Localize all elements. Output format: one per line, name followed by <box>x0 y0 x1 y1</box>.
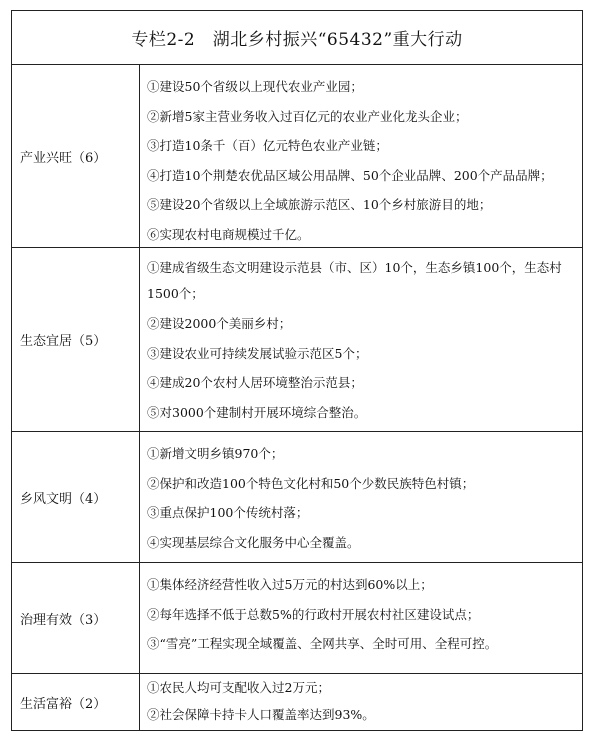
list-item: ④建成20个农村人居环境整治示范县； <box>147 375 363 390</box>
list-item: ②建设2000个美丽乡村； <box>147 316 292 331</box>
table-row-industry <box>12 65 582 248</box>
list-item: ①集体经济经营性收入过5万元的村达到60%以上； <box>147 577 433 592</box>
list-item: ②新增5家主营业务收入过百亿元的农业产业化龙头企业； <box>147 108 468 124</box>
list-item: ②每年选择不低于总数5%的行政村开展农村社区建设试点； <box>147 606 480 622</box>
item-list <box>141 65 582 247</box>
list-item: ②社会保障卡持卡人口覆盖率达到93%。 <box>147 707 375 722</box>
list-item: ③重点保护100个传统村落； <box>147 505 309 520</box>
list-item: ④打造10个荆楚农优品区域公用品牌、50个企业品牌、200个产品品牌； <box>147 167 553 183</box>
table-row-prosperity <box>12 674 582 730</box>
item-list <box>141 674 582 730</box>
category-label: 治理有效（3） <box>12 563 140 673</box>
item-list <box>141 432 582 562</box>
list-item: ③打造10条千（百）亿元特色农业产业链； <box>147 138 388 153</box>
table-row-governance <box>12 563 582 674</box>
list-item: ③“雪亮”工程实现全域覆盖、全网共享、全时可用、全程可控。 <box>147 636 498 651</box>
category-label: 乡风文明（4） <box>12 432 140 562</box>
item-list <box>141 248 582 431</box>
category-label: 产业兴旺（6） <box>12 65 140 247</box>
list-item: ①新增文明乡镇970个； <box>147 446 284 461</box>
list-item: ⑤建设20个省级以上全域旅游示范区、10个乡村旅游目的地； <box>147 197 492 212</box>
list-item: ②保护和改造100个特色文化村和50个少数民族特色村镇； <box>147 475 475 491</box>
list-item: ①建设50个省级以上现代农业产业园； <box>147 79 363 94</box>
table-row-ecology <box>12 248 582 432</box>
list-item: ①农民人均可支配收入过2万元； <box>147 680 330 695</box>
list-item: ③建设农业可持续发展试验示范区5个； <box>147 345 368 361</box>
list-item: ①建成省级生态文明建设示范县（市、区）10个，生态乡镇100个，生态村1500个； <box>147 260 562 301</box>
list-item: ④实现基层综合文化服务中心全覆盖。 <box>147 534 360 550</box>
item-list <box>141 563 582 673</box>
table-title: 专栏2-2 湖北乡村振兴“65432”重大行动 <box>12 11 582 65</box>
policy-table <box>11 10 583 731</box>
list-item: ⑥实现农村电商规模过千亿。 <box>147 226 310 242</box>
category-label: 生活富裕（2） <box>12 674 140 730</box>
table-row-culture <box>12 432 582 563</box>
list-item: ⑤对3000个建制村开展环境综合整治。 <box>147 404 367 420</box>
category-label: 生态宜居（5） <box>12 248 140 431</box>
